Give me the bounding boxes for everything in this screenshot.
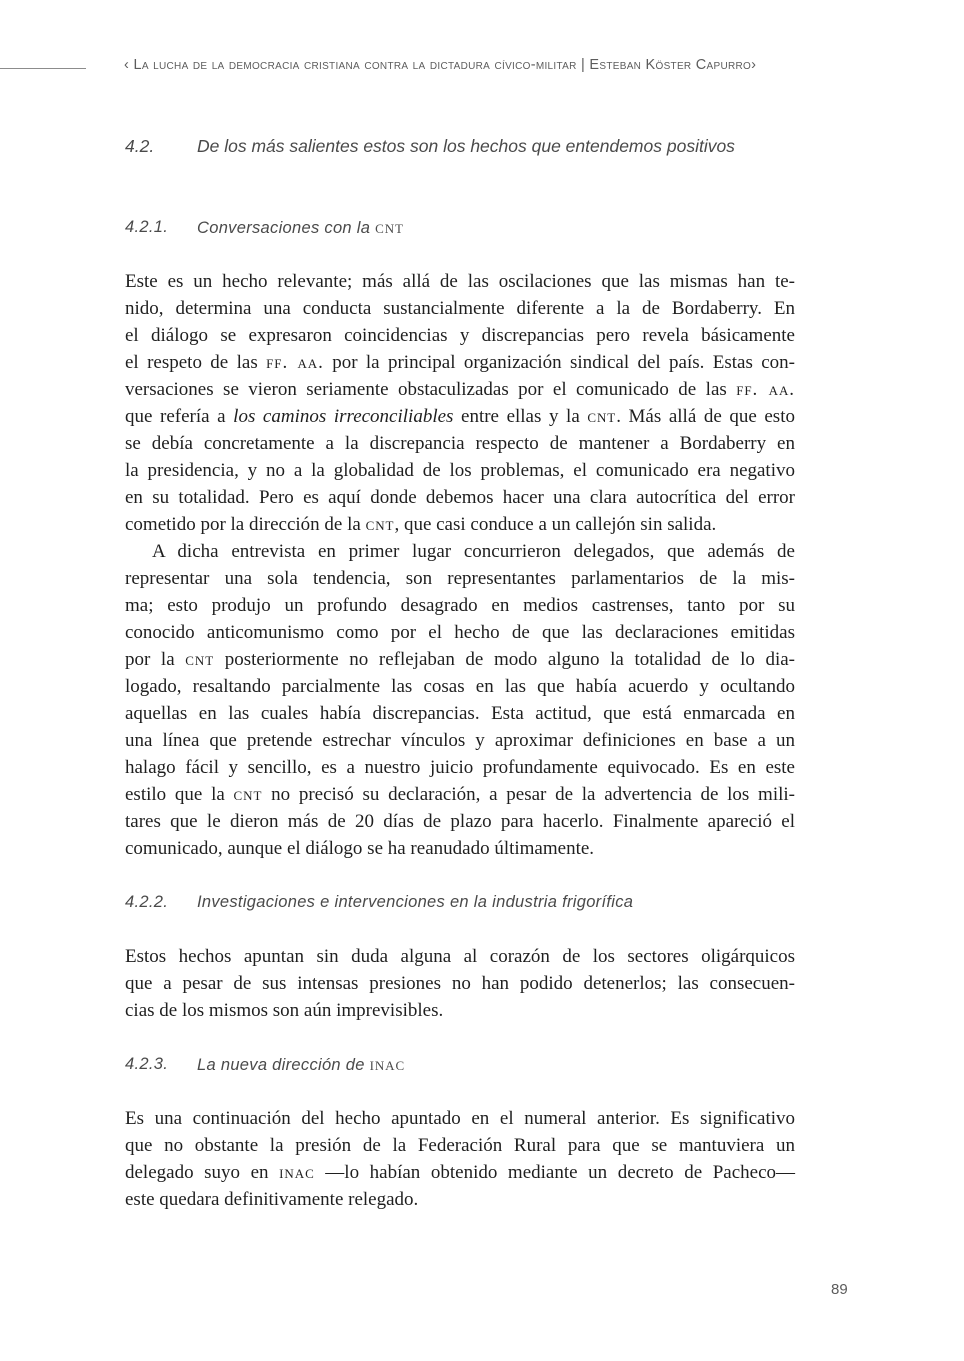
text-run: estilo que la bbox=[125, 783, 234, 805]
text-run: posteriormente no reflejaban de modo alguno la totalidad de lo dia- bbox=[214, 648, 795, 670]
text-line bbox=[125, 646, 795, 673]
subsection-heading bbox=[125, 1052, 795, 1076]
text-line: que a pesar de sus intensas presiones no han podido detenerlos; las consecuen- bbox=[125, 972, 795, 994]
paragraph bbox=[125, 268, 795, 538]
text-run: , que casi conduce a un callejón sin salida. bbox=[394, 513, 717, 535]
text-line: conocido anticomunismo como por el hecho de que las declaraciones emitidas bbox=[125, 621, 795, 643]
text-line: tares que le dieron más de 20 días de plazo para hacerlo. Finalmente apareció el bbox=[125, 810, 795, 832]
text-line bbox=[125, 781, 795, 808]
section-heading bbox=[125, 134, 795, 158]
text-line: representar una sola tendencia, son representantes parlamentarios de la mis- bbox=[125, 567, 795, 589]
header-close-mark: › bbox=[751, 57, 757, 73]
subsection-number: 4.2.3. bbox=[125, 1055, 169, 1073]
text-line: aquellas en las cuales había discrepancias. Esta actitud, que está enmarcada en bbox=[125, 702, 795, 724]
text-line: halago fácil y sencillo, es a nuestro juicio profundamente equivocado. Es en este bbox=[125, 756, 795, 778]
subsection-title bbox=[197, 1052, 405, 1076]
text-line: Es una continuación del hecho apuntado en el numeral anterior. Es significativo bbox=[125, 1107, 795, 1129]
text-line: cias de los mismos son aún imprevisibles. bbox=[125, 999, 444, 1021]
header-author: Esteban Köster Capurro bbox=[589, 57, 752, 73]
text-run: que refería a bbox=[125, 405, 234, 427]
text-line: una línea que pretende estrechar vínculos y aproximar definiciones en base a un bbox=[125, 729, 795, 751]
section-title: De los más salientes estos son los hechos que entendemos positivos bbox=[197, 136, 735, 156]
text-line: se debía concretamente a la discrepancia respecto de mantener a Bordaberry en bbox=[125, 432, 795, 454]
text-line: el diálogo se expresaron coincidencias y discrepancias pero revela básicamente bbox=[125, 324, 795, 346]
subsection-body bbox=[125, 943, 795, 1024]
subsection-title-abbreviation: cnt bbox=[375, 217, 404, 237]
abbreviation: inac bbox=[279, 1161, 315, 1183]
subsection-title: Investigaciones e intervenciones en la industria frigorífica bbox=[197, 893, 634, 911]
subsection-title bbox=[197, 215, 404, 239]
text-line: este quedara definitivamente relegado. bbox=[125, 1188, 419, 1210]
text-run: por la bbox=[125, 648, 186, 670]
text-run: versaciones se vieron seriamente obstaculizadas por el comunicado de las bbox=[125, 378, 737, 400]
abbreviation: cnt bbox=[233, 783, 263, 805]
text-line bbox=[125, 511, 795, 538]
text-line: la presidencia, y no a la globalidad de los problemas, el comunicado era negativo bbox=[125, 459, 795, 481]
subsection-body bbox=[125, 268, 795, 862]
text-run: entre ellas y la bbox=[453, 405, 588, 427]
text-line: ma; esto produjo un profundo desagrado en medios castrenses, tanto por su bbox=[125, 594, 795, 616]
abbreviation: cnt bbox=[587, 405, 617, 427]
text-line bbox=[125, 376, 795, 403]
header-open-mark: ‹ bbox=[124, 57, 130, 73]
text-run: el respeto de las bbox=[125, 351, 267, 373]
subsection-body bbox=[125, 1105, 795, 1213]
subsection-title-abbreviation: inac bbox=[369, 1054, 406, 1074]
text-run: . Más allá de que esto bbox=[616, 405, 795, 427]
text-line: comunicado, aunque el diálogo se ha reanudado últimamente. bbox=[125, 837, 595, 859]
header-rule bbox=[0, 68, 86, 69]
text-line: logado, resaltando parcialmente las cosas en las que había acuerdo y ocultando bbox=[125, 675, 795, 697]
text-line: que no obstante la presión de la Federación Rural para que se mantuviera un bbox=[125, 1134, 795, 1156]
text-line bbox=[125, 349, 795, 376]
text-line: Este es un hecho relevante; más allá de las oscilaciones que las mismas han te- bbox=[125, 270, 795, 292]
subsection-number: 4.2.2. bbox=[125, 893, 169, 911]
text-run: —lo habían obtenido mediante un decreto de Pacheco— bbox=[314, 1161, 795, 1183]
text-line: A dicha entrevista en primer lugar concurrieron delegados, que además de bbox=[152, 540, 795, 562]
abbreviation: ff. aa. bbox=[266, 351, 324, 373]
header-separator: | bbox=[581, 57, 586, 73]
text-run: delegado suyo en bbox=[125, 1161, 280, 1183]
running-header bbox=[124, 56, 756, 74]
abbreviation: cnt bbox=[365, 513, 395, 535]
subsection-number: 4.2.1. bbox=[125, 218, 169, 236]
text-line: Estos hechos apuntan sin duda alguna al corazón de los sectores oligárquicos bbox=[125, 945, 795, 967]
text-run: cometido por la dirección de la bbox=[125, 513, 366, 535]
header-book-title: La lucha de la democracia cristiana contra la dictadura cívico-militar bbox=[133, 57, 577, 73]
emphasis: los caminos irreconciliables bbox=[233, 405, 454, 427]
text-line bbox=[125, 1159, 795, 1186]
text-run: no precisó su declaración, a pesar de la advertencia de los mili- bbox=[262, 783, 795, 805]
text-line bbox=[125, 403, 795, 430]
subsection-title-text: La nueva dirección de bbox=[197, 1056, 365, 1074]
page-number: 89 bbox=[831, 1281, 848, 1298]
section-number: 4.2. bbox=[125, 136, 155, 156]
paragraph bbox=[125, 943, 795, 1024]
subsection-heading bbox=[125, 215, 795, 239]
subsection-title-text: Conversaciones con la bbox=[197, 219, 371, 237]
paragraph bbox=[125, 1105, 795, 1213]
paragraph bbox=[125, 538, 795, 862]
text-line: nido, determina una conducta sustancialmente diferente a la de Bordaberry. En bbox=[125, 297, 795, 319]
subsection-heading bbox=[125, 890, 795, 914]
abbreviation: cnt bbox=[185, 648, 215, 670]
text-run: por la principal organización sindical del país. Estas con- bbox=[323, 351, 796, 373]
text-line: en su totalidad. Pero es aquí donde debemos hacer una clara autocrítica del error bbox=[125, 486, 795, 508]
abbreviation: ff. aa. bbox=[736, 378, 795, 400]
